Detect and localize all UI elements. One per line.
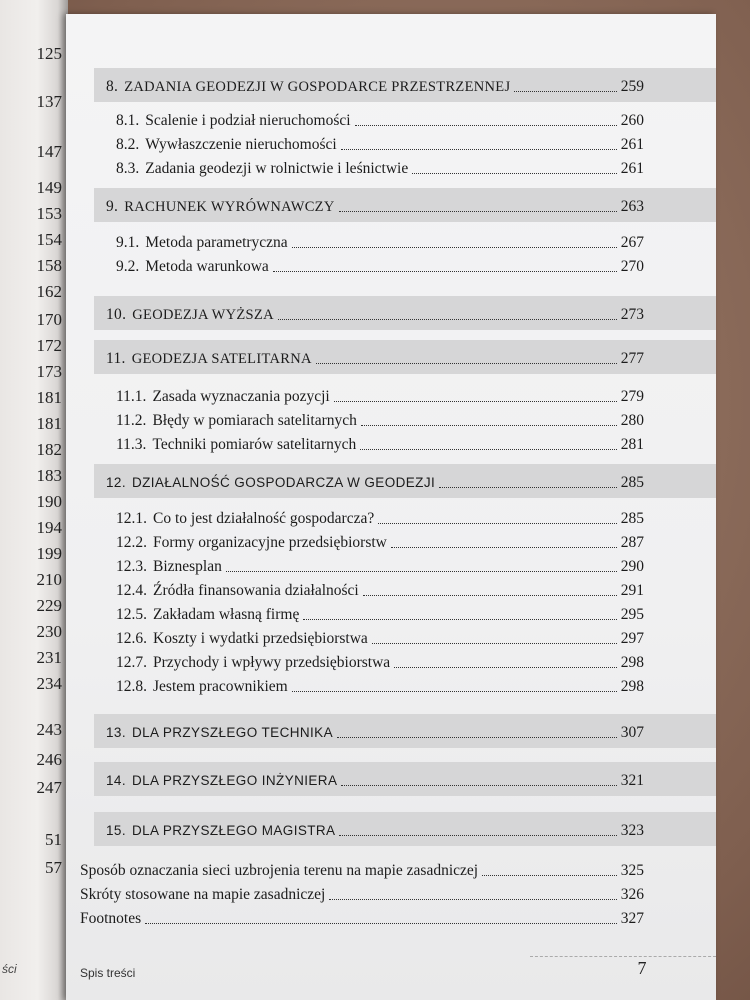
previous-page-number: 183 bbox=[36, 466, 62, 485]
dot-leader bbox=[337, 736, 617, 738]
chapter-title: GEODEZJA WYŻSZA bbox=[132, 307, 274, 323]
toc-section-entry[interactable] bbox=[116, 132, 644, 154]
previous-page-number: 231 bbox=[36, 648, 62, 667]
chapter-page-number: 277 bbox=[620, 350, 644, 367]
chapter-page-number: 273 bbox=[620, 306, 644, 323]
section-title: Przychody i wpływy przedsiębiorstwa bbox=[153, 654, 391, 671]
toc-appendix-entry[interactable] bbox=[80, 882, 644, 904]
dot-leader bbox=[360, 448, 617, 450]
toc-chapter-entry[interactable] bbox=[106, 720, 644, 742]
appendix-title: Skróty stosowane na mapie zasadniczej bbox=[80, 886, 326, 903]
dot-leader bbox=[292, 690, 617, 692]
section-page-number: 261 bbox=[620, 136, 644, 153]
dot-leader bbox=[278, 318, 617, 320]
dot-leader bbox=[514, 90, 616, 92]
dot-leader bbox=[329, 898, 616, 900]
previous-page-number: 162 bbox=[36, 282, 62, 301]
page-number: 7 bbox=[637, 958, 647, 978]
dot-leader bbox=[361, 424, 617, 426]
toc-section-entry[interactable] bbox=[116, 530, 644, 552]
appendix-page-number: 325 bbox=[620, 862, 644, 879]
section-title: Jestem pracownikiem bbox=[153, 678, 288, 695]
section-page-number: 287 bbox=[620, 534, 644, 551]
previous-page-number: 243 bbox=[36, 720, 62, 739]
section-title: Błędy w pomiarach satelitarnych bbox=[152, 412, 357, 429]
chapter-title: DZIAŁALNOŚĆ GOSPODARCZA W GEODEZJI bbox=[131, 475, 436, 490]
toc-chapter-entry[interactable] bbox=[106, 74, 644, 96]
toc-section-entry[interactable] bbox=[116, 602, 644, 624]
previous-page-footer-fragment: ści bbox=[2, 962, 17, 976]
previous-page-number: 137 bbox=[36, 92, 62, 111]
section-number: 8.1. bbox=[116, 112, 140, 129]
previous-page-number: 147 bbox=[36, 142, 62, 161]
section-number: 11.1. bbox=[116, 388, 147, 405]
chapter-page-number: 323 bbox=[620, 822, 644, 839]
chapter-number: 12. bbox=[106, 475, 126, 490]
section-title: Koszty i wydatki przedsiębiorstwa bbox=[153, 630, 368, 647]
toc-section-entry[interactable] bbox=[116, 432, 644, 454]
section-number: 9.2. bbox=[116, 258, 140, 275]
appendix-title: Sposób oznaczania sieci uzbrojenia terenu na mapie zasadniczej bbox=[80, 862, 479, 879]
section-page-number: 298 bbox=[620, 654, 644, 671]
section-page-number: 290 bbox=[620, 558, 644, 575]
chapter-title: ZADANIA GEODEZJI W GOSPODARCE PRZESTRZENNEJ bbox=[124, 79, 511, 95]
dot-leader bbox=[341, 784, 616, 786]
section-title: Źródła finansowania działalności bbox=[153, 582, 359, 599]
toc-chapter-entry[interactable] bbox=[106, 818, 644, 840]
section-title: Zakładam własną firmę bbox=[153, 606, 300, 623]
section-number: 12.3. bbox=[116, 558, 147, 575]
dot-leader bbox=[341, 148, 617, 150]
previous-page-number: 230 bbox=[36, 622, 62, 641]
chapter-title: GEODEZJA SATELITARNA bbox=[131, 351, 312, 367]
toc-chapter-entry[interactable] bbox=[106, 470, 644, 492]
dot-leader bbox=[372, 642, 617, 644]
dot-leader bbox=[439, 486, 617, 488]
section-page-number: 285 bbox=[620, 510, 644, 527]
previous-page-number: 190 bbox=[36, 492, 62, 511]
toc-section-entry[interactable] bbox=[116, 506, 644, 528]
section-number: 12.2. bbox=[116, 534, 147, 551]
chapter-title: DLA PRZYSZŁEGO MAGISTRA bbox=[131, 823, 336, 838]
previous-page-number: 125 bbox=[36, 44, 62, 63]
appendix-title: Footnotes bbox=[80, 910, 142, 927]
previous-page-number: 173 bbox=[36, 362, 62, 381]
toc-chapter-entry[interactable] bbox=[106, 346, 644, 368]
section-number: 12.5. bbox=[116, 606, 147, 623]
previous-page-number: 182 bbox=[36, 440, 62, 459]
chapter-number: 15. bbox=[106, 823, 126, 838]
section-page-number: 298 bbox=[620, 678, 644, 695]
section-title: Techniki pomiarów satelitarnych bbox=[152, 436, 357, 453]
previous-page-number: 181 bbox=[36, 388, 62, 407]
chapter-number: 13. bbox=[106, 725, 126, 740]
section-page-number: 280 bbox=[620, 412, 644, 429]
section-number: 8.2. bbox=[116, 136, 140, 153]
previous-page-number: 51 bbox=[45, 830, 62, 849]
chapter-title: DLA PRZYSZŁEGO TECHNIKA bbox=[131, 725, 333, 740]
previous-page-number: 234 bbox=[36, 674, 62, 693]
previous-page-number: 154 bbox=[36, 230, 62, 249]
dot-leader bbox=[339, 834, 616, 836]
toc-appendix-entry[interactable] bbox=[80, 906, 644, 928]
section-title: Zadania geodezji w rolnictwie i leśnictwie bbox=[145, 160, 409, 177]
toc-chapter-entry[interactable] bbox=[106, 194, 644, 216]
dot-leader bbox=[378, 522, 617, 524]
footer-rule bbox=[530, 956, 716, 957]
dot-leader bbox=[363, 594, 617, 596]
previous-page-number: 247 bbox=[36, 778, 62, 797]
dot-leader bbox=[334, 400, 617, 402]
section-title: Metoda warunkowa bbox=[145, 258, 269, 275]
toc-section-entry[interactable] bbox=[116, 108, 644, 130]
dot-leader bbox=[355, 124, 617, 126]
section-page-number: 261 bbox=[620, 160, 644, 177]
section-number: 11.3. bbox=[116, 436, 147, 453]
chapter-number: 10. bbox=[106, 306, 127, 323]
previous-page-edge bbox=[0, 0, 68, 1000]
chapter-page-number: 307 bbox=[620, 724, 644, 741]
section-number: 9.1. bbox=[116, 234, 140, 251]
dot-leader bbox=[145, 922, 617, 924]
section-page-number: 291 bbox=[620, 582, 644, 599]
chapter-number: 11. bbox=[106, 350, 126, 367]
dot-leader bbox=[412, 172, 617, 174]
section-page-number: 260 bbox=[620, 112, 644, 129]
section-title: Wywłaszczenie nieruchomości bbox=[145, 136, 337, 153]
chapter-title: DLA PRZYSZŁEGO INŻYNIERA bbox=[131, 773, 338, 788]
previous-page-number: 172 bbox=[36, 336, 62, 355]
chapter-title: RACHUNEK WYRÓWNAWCZY bbox=[124, 199, 335, 215]
previous-page-number: 170 bbox=[36, 310, 62, 329]
toc-page bbox=[66, 14, 716, 1000]
toc-section-entry[interactable] bbox=[116, 554, 644, 576]
appendix-page-number: 326 bbox=[620, 886, 644, 903]
appendix-page-number: 327 bbox=[620, 910, 644, 927]
previous-page-number: 57 bbox=[45, 858, 62, 877]
dot-leader bbox=[482, 874, 617, 876]
previous-page-number: 181 bbox=[36, 414, 62, 433]
section-page-number: 281 bbox=[620, 436, 644, 453]
chapter-number: 14. bbox=[106, 773, 126, 788]
dot-leader bbox=[226, 570, 617, 572]
dot-leader bbox=[339, 210, 617, 212]
toc-section-entry[interactable] bbox=[116, 408, 644, 430]
section-number: 8.3. bbox=[116, 160, 140, 177]
toc-section-entry[interactable] bbox=[116, 156, 644, 178]
section-page-number: 267 bbox=[620, 234, 644, 251]
dot-leader bbox=[394, 666, 617, 668]
section-title: Zasada wyznaczania pozycji bbox=[152, 388, 330, 405]
toc-section-entry[interactable] bbox=[116, 384, 644, 406]
chapter-number: 9. bbox=[106, 198, 119, 215]
previous-page-number: 153 bbox=[36, 204, 62, 223]
section-title: Metoda parametryczna bbox=[145, 234, 288, 251]
section-number: 12.8. bbox=[116, 678, 147, 695]
section-number: 12.4. bbox=[116, 582, 147, 599]
toc-chapter-entry[interactable] bbox=[106, 768, 644, 790]
section-page-number: 279 bbox=[620, 388, 644, 405]
dot-leader bbox=[391, 546, 617, 548]
section-page-number: 270 bbox=[620, 258, 644, 275]
section-title: Biznesplan bbox=[153, 558, 222, 575]
section-title: Co to jest działalność gospodarcza? bbox=[153, 510, 375, 527]
toc-appendix-entry[interactable] bbox=[80, 858, 644, 880]
chapter-page-number: 321 bbox=[620, 772, 644, 789]
section-number: 11.2. bbox=[116, 412, 147, 429]
section-title: Scalenie i podział nieruchomości bbox=[145, 112, 351, 129]
toc-chapter-entry[interactable] bbox=[106, 302, 644, 324]
previous-page-number: 194 bbox=[36, 518, 62, 537]
chapter-page-number: 259 bbox=[620, 78, 644, 95]
section-number: 12.6. bbox=[116, 630, 147, 647]
toc-section-entry[interactable] bbox=[116, 650, 644, 672]
previous-page-number: 246 bbox=[36, 750, 62, 769]
running-footer-label: Spis treści bbox=[80, 966, 136, 980]
chapter-page-number: 263 bbox=[620, 198, 644, 215]
dot-leader bbox=[316, 362, 617, 364]
section-number: 12.1. bbox=[116, 510, 147, 527]
toc-section-entry[interactable] bbox=[116, 254, 644, 276]
dot-leader bbox=[303, 618, 616, 620]
previous-page-number: 149 bbox=[36, 178, 62, 197]
section-title: Formy organizacyjne przedsiębiorstw bbox=[153, 534, 387, 551]
previous-page-number: 229 bbox=[36, 596, 62, 615]
chapter-number: 8. bbox=[106, 78, 119, 95]
dot-leader bbox=[273, 270, 617, 272]
toc-section-entry[interactable] bbox=[116, 626, 644, 648]
section-page-number: 297 bbox=[620, 630, 644, 647]
chapter-page-number: 285 bbox=[620, 474, 644, 491]
section-page-number: 295 bbox=[620, 606, 644, 623]
dot-leader bbox=[292, 246, 617, 248]
previous-page-number: 210 bbox=[36, 570, 62, 589]
section-number: 12.7. bbox=[116, 654, 147, 671]
toc-section-entry[interactable] bbox=[116, 230, 644, 252]
previous-page-number: 158 bbox=[36, 256, 62, 275]
toc-section-entry[interactable] bbox=[116, 578, 644, 600]
toc-section-entry[interactable] bbox=[116, 674, 644, 696]
previous-page-number: 199 bbox=[36, 544, 62, 563]
